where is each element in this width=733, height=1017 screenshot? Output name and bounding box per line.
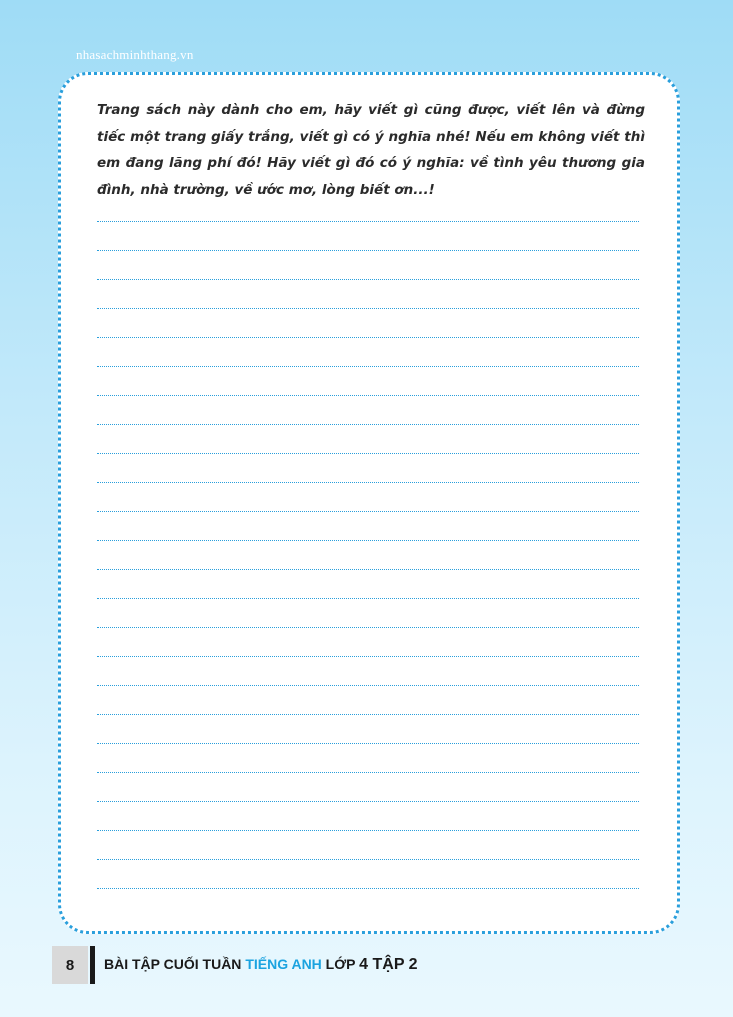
writing-line — [97, 772, 639, 773]
book-title-part2: LỚP — [321, 956, 360, 972]
writing-line — [97, 366, 639, 367]
writing-line — [97, 511, 639, 512]
writing-line — [97, 482, 639, 483]
book-title — [104, 956, 418, 974]
writing-line — [97, 859, 639, 860]
writing-line — [97, 830, 639, 831]
writing-line — [97, 598, 639, 599]
book-title-grade: 4 — [359, 956, 369, 973]
writing-line — [97, 714, 639, 715]
writing-line — [97, 395, 639, 396]
writing-line — [97, 743, 639, 744]
publisher-watermark: nhasachminhthang.vn — [76, 47, 194, 62]
intro-text: Trang sách này dành cho em, hãy viết gì cũng được, viết lên và đừng tiếc một trang giấy trắng, viết gì có ý nghĩa nhé! Nếu em không viết thì em đang lãng phí đó! Hãy viết gì đó có ý nghĩa: về tình yêu thương gia đình, nhà trường, về ước mơ, lòng biết ơn...! — [97, 102, 645, 198]
writing-line — [97, 801, 639, 802]
writing-line — [97, 250, 639, 251]
page-footer — [52, 946, 692, 984]
writing-line — [97, 337, 639, 338]
footer-divider — [90, 946, 95, 984]
writing-card — [58, 72, 680, 934]
writing-line — [97, 453, 639, 454]
writing-line — [97, 279, 639, 280]
writing-line — [97, 308, 639, 309]
writing-line — [97, 685, 639, 686]
writing-line — [97, 569, 639, 570]
book-title-volume: 2 — [408, 956, 418, 973]
page-number: 8 — [52, 946, 88, 984]
writing-line — [97, 627, 639, 628]
writing-line — [97, 540, 639, 541]
book-title-part1: BÀI TẬP CUỐI TUẦN — [104, 956, 246, 972]
writing-line — [97, 656, 639, 657]
writing-lines — [97, 75, 639, 931]
writing-line — [97, 424, 639, 425]
book-title-part3: TẬP — [368, 956, 409, 973]
book-title-subject: TIẾNG ANH — [245, 956, 322, 972]
writing-line — [97, 888, 639, 889]
writing-line — [97, 221, 639, 222]
